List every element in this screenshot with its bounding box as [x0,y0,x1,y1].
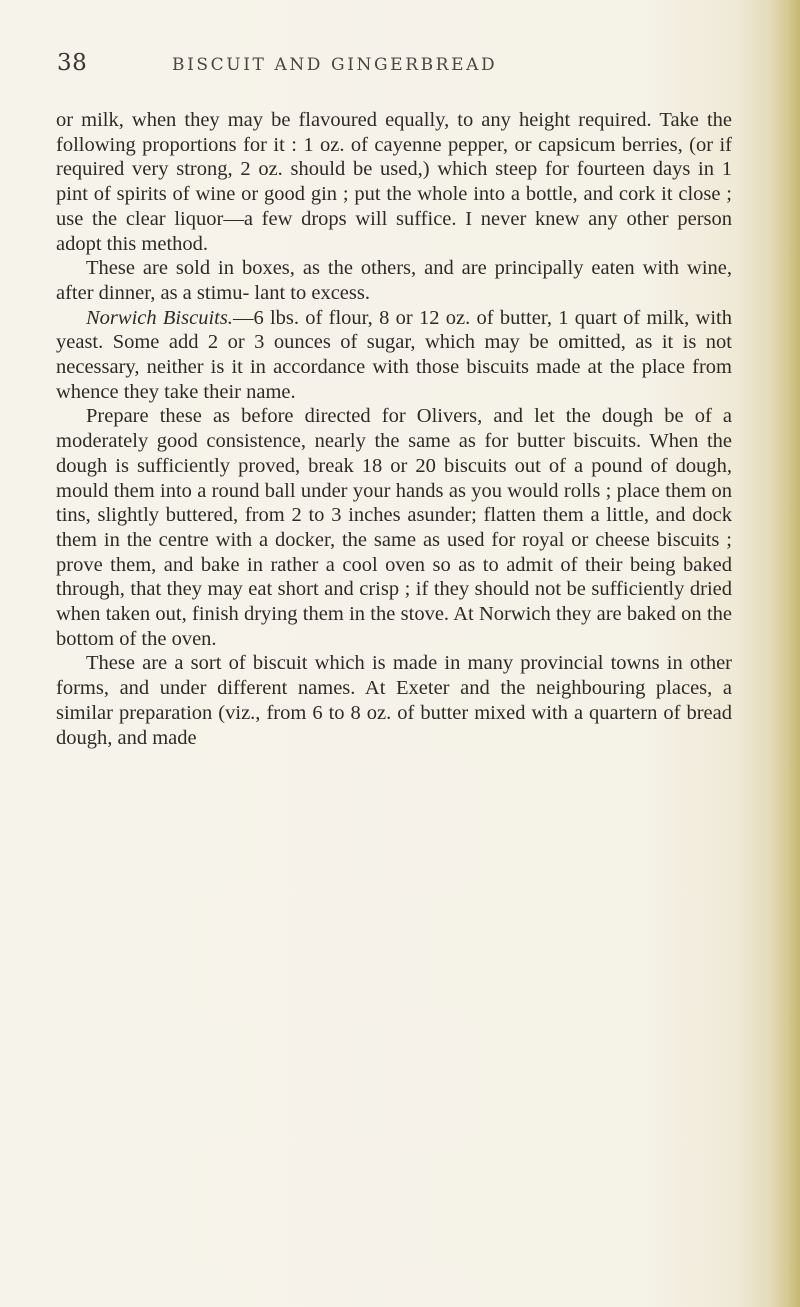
page-header [57,50,737,90]
recipe-title-norwich-biscuits: Norwich Biscuits. [86,306,233,329]
paragraph-3 [56,306,732,405]
paragraph-2: These are sold in boxes, as the others, and are principally eaten with wine, after dinner, as a stimu- lant to excess. [56,257,732,304]
paragraph-1: or milk, when they may be flavoured equally, to any height required. Take the following proportions for it : 1 oz. of cayenne pepper, or capsicum berries, (or if required very strong, 2 oz. should be used,) which steep for fourteen days in 1 pint of spirits of wine or good gin ; put the whole into a bottle, and cork it close ; use the clear liquor—a few drops will suffice. I never knew any other person adopt this method. [56,109,732,255]
running-head: BISCUIT AND GINGERBREAD [172,55,498,75]
paragraph-4: Prepare these as before directed for Olivers, and let the dough be of a moderately good consistence, nearly the same as for butter biscuits. When the dough is sufficiently proved, break 18 or 20 biscuits out of a pound of dough, mould them into a round ball under your hands as you would rolls ; place them on tins, slightly buttered, from 2 to 3 inches asunder; flatten them a little, and dock them in the centre with a docker, the same as used for royal or cheese biscuits ; prove them, and bake in rather a cool oven so as to admit of their being baked through, that they may eat short and crisp ; if they should not be sufficiently dried when taken out, finish drying them in the stove. At Norwich they are baked on the bottom of the oven. [56,405,732,650]
body-text [56,108,732,750]
page-number: 38 [57,50,88,76]
page-gutter-shadow [770,0,800,1307]
paragraph-3-text: —6 lbs. of flour, 8 or 12 oz. of butter, 1 quart of milk, with yeast. Some add 2 or 3 ounces of sugar, which may be omitted, as it is not necessary, neither is it in accordance with those biscuits made at the place from whence they take their name. [56,306,732,403]
paragraph-5: These are a sort of biscuit which is made in many provincial towns in other forms, and under different names. At Exeter and the neighbouring places, a similar preparation (viz., from 6 to 8 oz. of butter mixed with a quartern of bread dough, and made [56,652,732,749]
